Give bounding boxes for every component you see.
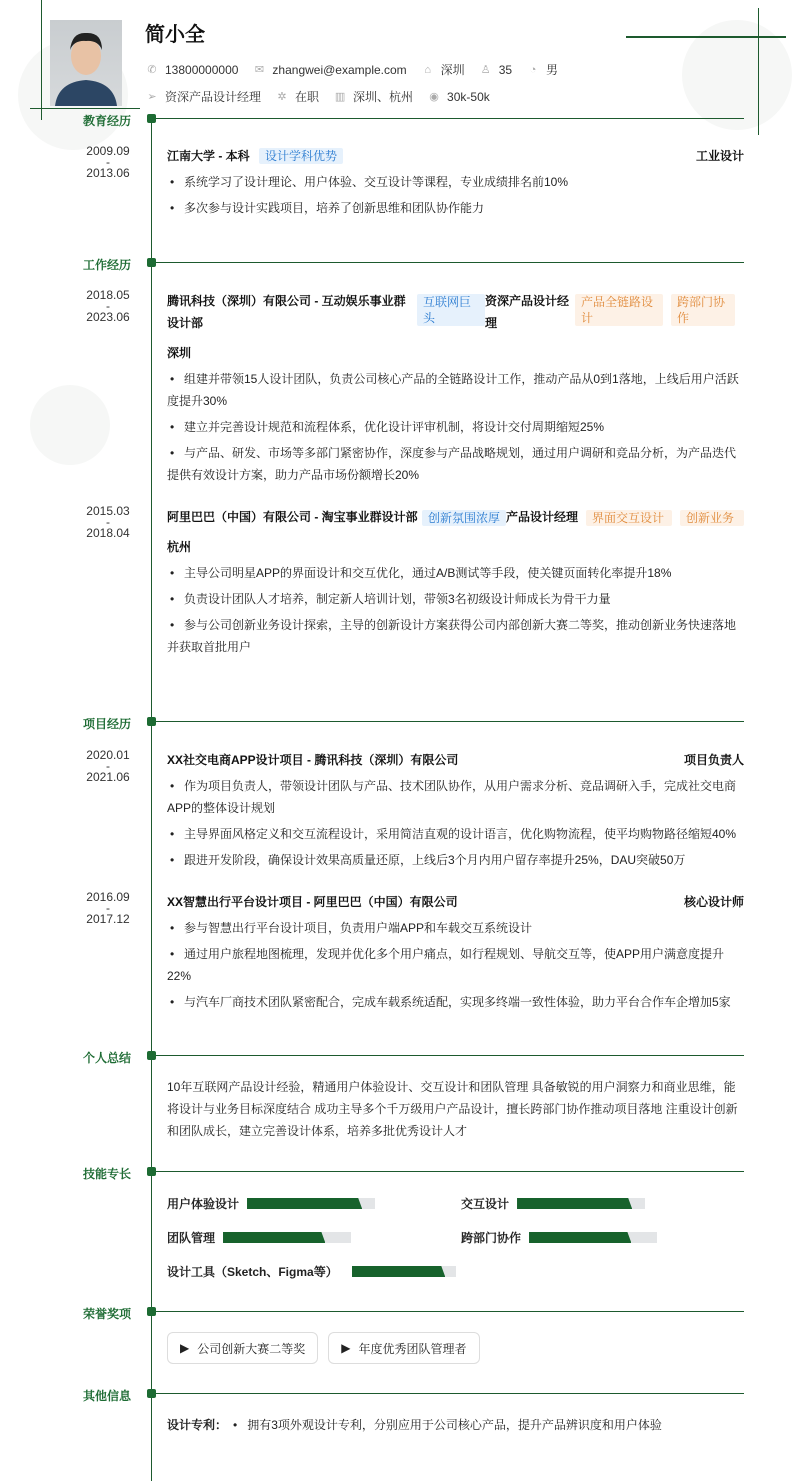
expected-cities: 深圳、杭州 <box>353 90 414 104</box>
role: 产品设计经理 <box>506 510 579 524</box>
contact-row <box>145 61 566 78</box>
section-summary <box>0 1051 794 1069</box>
major: 工业设计 <box>695 149 744 163</box>
bullet: • 多次参与设计实践项目，培养了创新思维和团队协作能力 <box>167 197 744 219</box>
section-education <box>0 114 794 132</box>
section-title: 项目经历 <box>82 717 131 731</box>
honor-item: ▶ 年度优秀团队管理者 <box>328 1332 479 1364</box>
skill-bar <box>247 1198 375 1209</box>
section-title: 其他信息 <box>82 1389 131 1403</box>
decor-line <box>758 8 759 135</box>
role: 资深产品设计经理 <box>485 294 570 330</box>
timeline-dot <box>147 114 156 123</box>
work-city: 杭州 <box>167 540 192 554</box>
bullet: • 系统学习了设计理论、用户体验、交互设计等课程，专业成绩排名前10% <box>167 171 744 193</box>
decor-line <box>41 0 42 120</box>
bullet: • 与汽车厂商技术团队紧密配合，完成车载系统适配，实现多终端一致性体验，助力平台合作车企增加5家 <box>167 991 744 1013</box>
send-icon: ➢ <box>147 91 157 103</box>
bullet: • 作为项目负责人，带领设计团队与产品、技术团队协作，从用户需求分析、竞品调研入手，完成社交电商APP的整体设计规划 <box>167 775 744 819</box>
section-work <box>0 258 794 276</box>
play-icon: ▶ <box>180 1341 190 1355</box>
status: 在职 <box>295 90 320 104</box>
gender: 男 <box>546 63 559 77</box>
divider <box>156 262 744 263</box>
mail-icon: ✉ <box>254 64 265 76</box>
section-honors <box>0 1307 794 1325</box>
project-role: 项目负责人 <box>683 753 744 767</box>
bullet: • 主导公司明星APP的界面设计和交互优化，通过A/B测试等手段，使关键页面转化率提升18% <box>167 562 744 584</box>
phone: 13800000000 <box>165 62 239 77</box>
skill-bar <box>223 1232 351 1243</box>
skill-bar-fill <box>223 1232 325 1243</box>
tag: 创新业务 <box>680 510 744 526</box>
skill-bar-fill <box>352 1266 446 1277</box>
skill-item: 设计工具（Sketch、Figma等） <box>167 1263 456 1280</box>
timeline-dot <box>147 1051 156 1060</box>
decor-circle <box>30 385 110 465</box>
education-entry <box>167 145 744 219</box>
section-other <box>0 1389 794 1407</box>
tag: 互联网巨头 <box>417 294 485 326</box>
skill-bar-fill <box>247 1198 362 1209</box>
date-range: 2020.01 - 2021.06 <box>86 748 130 784</box>
phone-icon: ✆ <box>147 64 157 76</box>
section-title: 教育经历 <box>82 114 131 128</box>
project-role: 核心设计师 <box>683 895 744 909</box>
tag: 跨部门协作 <box>671 294 735 326</box>
honor-item: ▶ 公司创新大赛二等奖 <box>167 1332 318 1364</box>
date-range: 2018.05 - 2023.06 <box>86 288 130 324</box>
bullet: • 主导界面风格定义和交互流程设计，采用简洁直观的设计语言，优化购物流程，使平均购物路径缩短40% <box>167 823 744 845</box>
bullet: • 建立并完善设计规范和流程体系，优化设计评审机制，将设计交付周期缩短25% <box>167 416 744 438</box>
status-icon: ✲ <box>277 91 287 103</box>
bullet: • 组建并带领15人设计团队，负责公司核心产品的全链路设计工作，推动产品从0到1落地，上线后用户活跃度提升30% <box>167 368 744 412</box>
city: 深圳 <box>440 63 465 77</box>
skill-bar <box>352 1266 456 1277</box>
summary-text: 10年互联网产品设计经验，精通用户体验设计、交互设计和团队管理 具备敏锐的用户洞察力和商业思维，能将设计与业务目标深度结合 成功主导多个千万级用户产品设计，擅长跨部门协作推动项目落地 注重设计创新和团队成长，建立完善设计体系，培养多批优秀设计人才 <box>167 1080 738 1138</box>
project-entry <box>167 749 744 871</box>
tag: 创新氛围浓厚 <box>422 510 506 526</box>
salary-icon: ◉ <box>429 91 439 103</box>
timeline-dot <box>147 717 156 726</box>
bullet: • 通过用户旅程地图梳理，发现并优化多个用户痛点，如行程规划、导航交互等，使APP用户满意度提升22% <box>167 943 744 987</box>
job-intent-row <box>145 88 498 105</box>
gender-icon: ◔ <box>529 63 537 76</box>
date-range: 2016.09 - 2017.12 <box>86 890 130 926</box>
skill-item: 团队管理 <box>167 1229 351 1246</box>
skill-item: 用户体验设计 <box>167 1195 375 1212</box>
avatar <box>50 20 122 106</box>
candidate-name: 简小全 <box>145 24 205 46</box>
divider <box>156 1393 744 1394</box>
divider <box>156 1171 744 1172</box>
work-city: 深圳 <box>167 346 192 360</box>
home-icon: ⌂ <box>424 63 431 76</box>
age: 35 <box>498 62 513 77</box>
tag: 设计学科优势 <box>259 148 343 164</box>
timeline-dot <box>147 1307 156 1316</box>
skill-bar-fill <box>517 1198 632 1209</box>
position: 资深产品设计经理 <box>165 90 262 104</box>
skill-bar <box>529 1232 657 1243</box>
age-icon: ♙ <box>480 64 491 76</box>
timeline-line <box>151 118 152 1481</box>
section-title: 荣誉奖项 <box>82 1307 131 1321</box>
salary: 30k-50k <box>447 89 490 104</box>
project-title: XX社交电商APP设计项目 - 腾讯科技（深圳）有限公司 <box>167 753 459 767</box>
other-info <box>167 1414 744 1436</box>
honors-list <box>167 1332 490 1364</box>
company: 阿里巴巴（中国）有限公司 - 淘宝事业群设计部 <box>167 510 418 524</box>
timeline-dot <box>147 258 156 267</box>
skill-item: 交互设计 <box>461 1195 645 1212</box>
bullet: • 跟进开发阶段，确保设计效果高质量还原，上线后3个月内用户留存率提升25%，DAU突破50万 <box>167 849 744 871</box>
bullet: • 拥有3项外观设计专利，分别应用于公司核心产品，提升产品辨识度和用户体验 <box>233 1418 662 1432</box>
skill-bar-fill <box>529 1232 631 1243</box>
timeline-dot <box>147 1389 156 1398</box>
company: 腾讯科技（深圳）有限公司 - 互动娱乐事业群设计部 <box>167 294 406 330</box>
timeline-dot <box>147 1167 156 1176</box>
bullet: • 参与智慧出行平台设计项目，负责用户端APP和车载交互系统设计 <box>167 917 744 939</box>
tag: 界面交互设计 <box>586 510 672 526</box>
email: zhangwei@example.com <box>272 62 407 77</box>
project-title: XX智慧出行平台设计项目 - 阿里巴巴（中国）有限公司 <box>167 895 458 909</box>
tag: 产品全链路设计 <box>575 294 663 326</box>
other-label: 设计专利： <box>167 1418 228 1432</box>
divider <box>156 721 744 722</box>
section-title: 工作经历 <box>82 258 131 272</box>
bullet: • 负责设计团队人才培养，制定新人培训计划，带领3名初级设计师成长为骨干力量 <box>167 588 744 610</box>
bullet: • 参与公司创新业务设计探索，主导的创新设计方案获得公司内部创新大赛二等奖，推动创新业务快速落地并获取首批用户 <box>167 614 744 658</box>
decor-line <box>30 108 140 109</box>
project-entry <box>167 891 744 1013</box>
decor-line <box>626 36 786 38</box>
section-skills <box>0 1167 794 1185</box>
divider <box>156 118 744 119</box>
work-entry <box>167 290 744 486</box>
section-title: 技能专长 <box>82 1167 131 1181</box>
divider <box>156 1311 744 1312</box>
bullet: • 与产品、研发、市场等多部门紧密协作，深度参与产品战略规划，通过用户调研和竞品分析，为产品迭代提供有效设计方案，助力产品市场份额增长20% <box>167 442 744 486</box>
section-title: 个人总结 <box>82 1051 131 1065</box>
play-icon: ▶ <box>341 1341 351 1355</box>
work-entry <box>167 506 744 658</box>
skill-bar <box>517 1198 645 1209</box>
date-range: 2015.03 - 2018.04 <box>86 504 130 540</box>
section-projects <box>0 717 794 735</box>
school: 江南大学 - 本科 <box>167 149 250 163</box>
date-range: 2009.09 - 2013.06 <box>86 144 130 180</box>
skill-item: 跨部门协作 <box>461 1229 657 1246</box>
building-icon: ▥ <box>334 91 346 103</box>
divider <box>156 1055 744 1056</box>
